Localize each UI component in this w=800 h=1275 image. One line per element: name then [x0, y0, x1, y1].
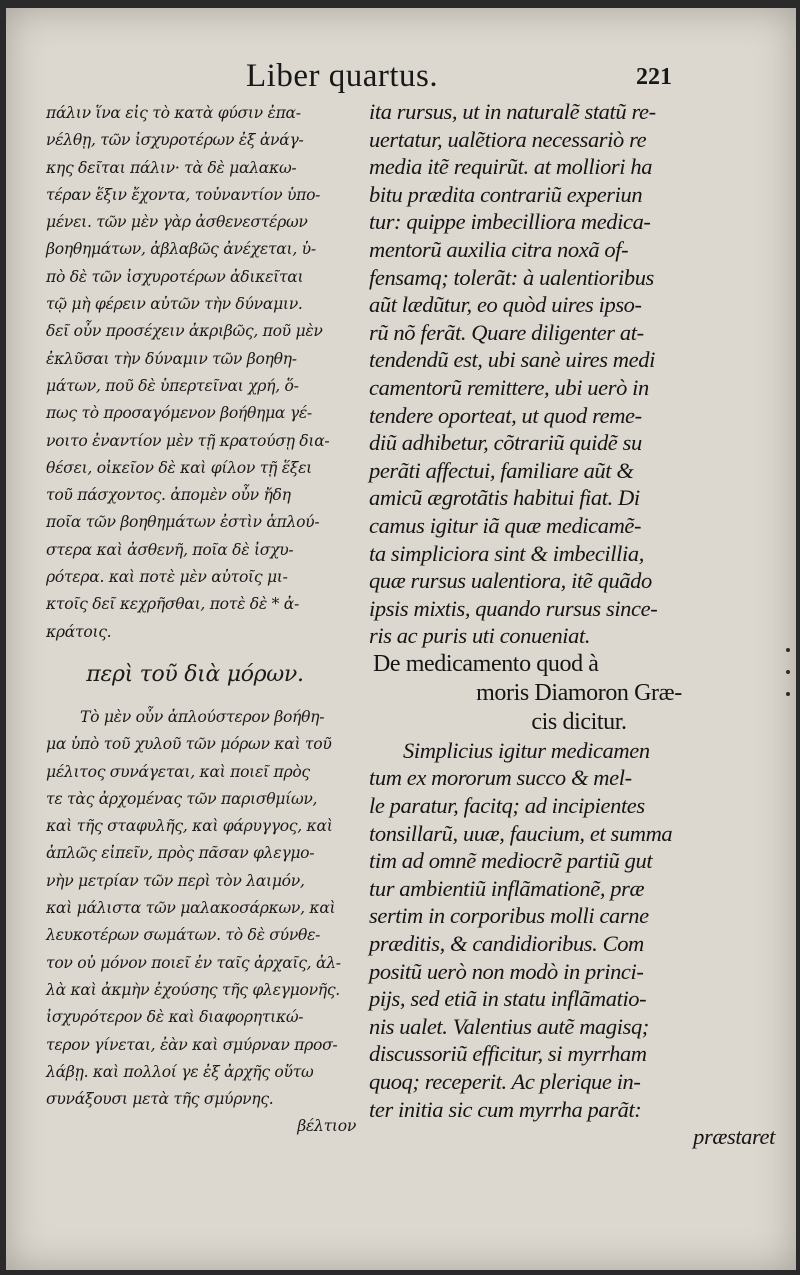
greek-line: Τὸ μὲν οὖν ἁπλούστερον βοήθη- — [80, 707, 325, 726]
greek-line: βοηθημάτων, ἀβλαβῶς ἀνέχεται, ὑ- — [46, 240, 316, 259]
latin-line: præditis, & candidioribus. Com — [369, 931, 644, 957]
greek-line: μα ὑπὸ τοῦ χυλοῦ τῶν μόρων καὶ τοῦ — [46, 735, 332, 754]
greek-line: πως τὸ προσαγόμενον βοήθημα γέ- — [46, 404, 312, 423]
latin-line: discussoriũ efficitur, si myrrham — [369, 1041, 647, 1067]
greek-line: μάτων, ποῦ δὲ ὑπερτεῖναι χρή, ὅ- — [46, 376, 299, 395]
latin-line: media itẽ requirũt. at molliori ha — [369, 154, 653, 180]
latin-line: tum ex mororum succo & mel- — [369, 765, 632, 791]
greek-line: πάλιν ἵνα εἰς τὸ κατὰ φύσιν ἐπα- — [46, 104, 301, 122]
latin-line: Simplicius igitur medicamen — [403, 737, 650, 763]
latin-line: tur ambientiũ inflãmationẽ, præ — [369, 875, 645, 901]
latin-line: le paratur, facitq; ad incipientes — [369, 793, 645, 819]
greek-line: κτοῖς δεῖ κεχρῆσθαι, ποτὲ δὲ * ἀ- — [46, 595, 299, 614]
greek-line: δεῖ οὖν προσέχειν ἀκριβῶς, ποῦ μὲν — [46, 322, 323, 341]
latin-line: camentorũ remittere, ubi uerò in — [369, 374, 649, 400]
greek-column — [46, 100, 364, 1141]
greek-line: λὰ καὶ ἀκμὴν ἐχούσης τῆς φλεγμονῆς. — [46, 980, 340, 999]
latin-line: uertatur, ualẽtiora necessariò re — [369, 126, 647, 152]
greek-line: καὶ μάλιστα τῶν μαλακοσάρκων, καὶ — [46, 899, 336, 918]
margin-speck — [786, 670, 790, 674]
latin-line: quoq; receperit. Ac plerique in- — [369, 1069, 641, 1094]
greek-line: νέλθῃ, τῶν ἰσχυροτέρων ἐξ ἀνάγ- — [46, 131, 304, 150]
greek-line: καὶ τῆς σταφυλῆς, καὶ φάρυγγος, καὶ — [46, 817, 333, 836]
greek-line: μένει. τῶν μὲν γὰρ ἀσθενεστέρων — [46, 213, 308, 232]
greek-line: τερον γίνεται, ἐὰν καὶ σμύρναν προσ- — [46, 1035, 338, 1054]
latin-line: rũ nõ ferãt. Quare diligenter at- — [369, 319, 644, 345]
greek-line: στερα καὶ ἀσθενῆ, ποῖα δὲ ἰσχυ- — [46, 540, 294, 559]
greek-line: τέραν ἕξιν ἔχοντα, τοὐναντίον ὑπο- — [46, 185, 321, 204]
latin-line: nis ualet. Valentius autẽ magisq; — [369, 1013, 649, 1039]
latin-line: sertim in corporibus molli carne — [369, 903, 649, 929]
greek-line: τε τὰς ἀρχομένας τῶν παρισθμίων, — [46, 789, 318, 808]
latin-line: bitu prædita contrariũ experiun — [369, 181, 643, 207]
greek-line: τοῦ πάσχοντος. ἀπομὲν οὖν ἤδη — [46, 486, 291, 505]
greek-line: τον οὐ μόνον ποιεῖ ἐν ταῖς ἀρχαῖς, ἀλ- — [46, 953, 341, 972]
latin-line: mentorũ auxilia citra noxã of- — [369, 236, 629, 262]
greek-line: ἁπλῶς εἰπεῖν, πρὸς πᾶσαν φλεγμο- — [46, 844, 315, 863]
latin-line: positũ uerò non modò in princi- — [369, 958, 644, 984]
greek-line: ἐκλῦσαι τὴν δύναμιν τῶν βοηθη- — [46, 349, 297, 368]
running-title: Liber quartus. — [246, 58, 439, 94]
greek-line: ρότερα. καὶ ποτὲ μὲν αὐτοῖς μι- — [46, 568, 288, 587]
latin-line: aũt lædũtur, eo quòd uires ipso- — [369, 292, 642, 318]
greek-section-heading: περὶ τοῦ διὰ μόρων. — [86, 661, 304, 687]
latin-section-heading: De medicamento quod à — [373, 650, 599, 677]
latin-line: tur: quippe imbecilliora medica- — [369, 209, 651, 235]
latin-line: amicũ ægrotãtis habitui fiat. Di — [369, 485, 640, 511]
latin-column — [369, 98, 789, 1151]
greek-line: συνάξουσι μετὰ τῆς σμύρνης. — [46, 1090, 274, 1109]
margin-specks — [786, 648, 792, 788]
latin-section-heading: cis dicitur. — [531, 708, 627, 735]
latin-line: camus igitur iã quæ medicamẽ- — [369, 512, 642, 538]
latin-line: fensamq; tolerãt: à ualentioribus — [369, 264, 654, 290]
greek-line: θέσει, οἰκεῖον δὲ καὶ φίλον τῇ ἕξει — [46, 458, 312, 477]
greek-line: κράτοις. — [46, 622, 112, 641]
latin-line: ris ac puris uti conueniat. — [369, 623, 591, 649]
margin-speck — [786, 692, 790, 696]
greek-line: πὸ δὲ τῶν ἰσχυροτέρων ἀδικεῖται — [46, 267, 304, 286]
greek-line: ποῖα τῶν βοηθημάτων ἐστὶν ἁπλού- — [46, 513, 320, 532]
greek-line: μέλιτος συνάγεται, καὶ ποιεῖ πρὸς — [46, 762, 310, 781]
latin-catchword: præstaret — [693, 1124, 775, 1150]
latin-line: ita rursus, ut in naturalẽ statũ re- — [369, 99, 656, 124]
latin-line: tendendũ est, ubi sanè uires medi — [369, 347, 655, 373]
book-page — [6, 8, 796, 1270]
page-number: 221 — [636, 64, 672, 90]
greek-line: νοιτο ἐναντίον μὲν τῇ κρατούσῃ δια- — [46, 431, 330, 450]
latin-line: tendere oporteat, ut quod reme- — [369, 402, 642, 428]
latin-line: diũ adhibetur, cõtrariũ quidẽ su — [369, 430, 642, 456]
greek-line: νὴν μετρίαν τῶν περὶ τὸν λαιμόν, — [46, 871, 305, 890]
latin-line: ta simpliciora sint & imbecillia, — [369, 540, 644, 566]
latin-section-heading: moris Diamoron Græ- — [476, 679, 682, 706]
greek-line: λευκοτέρων σωμάτων. τὸ δὲ σύνθε- — [46, 926, 321, 945]
latin-line: tonsillarũ, uuæ, faucium, et summa — [369, 820, 673, 846]
latin-line: ipsis mixtis, quando rursus since- — [369, 595, 658, 621]
latin-line: pijs, sed etiã in statu inflãmatio- — [369, 986, 647, 1012]
margin-speck — [786, 648, 790, 652]
greek-catchword: βέλτιον — [297, 1117, 356, 1136]
latin-line: tim ad omnẽ mediocrẽ partiũ gut — [369, 848, 653, 874]
latin-line: quæ rursus ualentiora, itẽ quãdo — [369, 568, 652, 594]
greek-line: ἰσχυρότερον δὲ καὶ διαφορητικώ- — [46, 1008, 304, 1027]
latin-line: ter initia sic cum myrrha parãt: — [369, 1096, 642, 1122]
greek-line: τῷ μὴ φέρειν αὐτῶν τὴν δύναμιν. — [46, 295, 303, 314]
greek-line: κης δεῖται πάλιν· τὰ δὲ μαλακω- — [46, 158, 297, 177]
greek-line: λάβῃ. καὶ πολλοί γε ἐξ ἀρχῆς οὕτω — [46, 1062, 314, 1081]
latin-line: perãti affectui, familiare aũt & — [369, 457, 634, 483]
